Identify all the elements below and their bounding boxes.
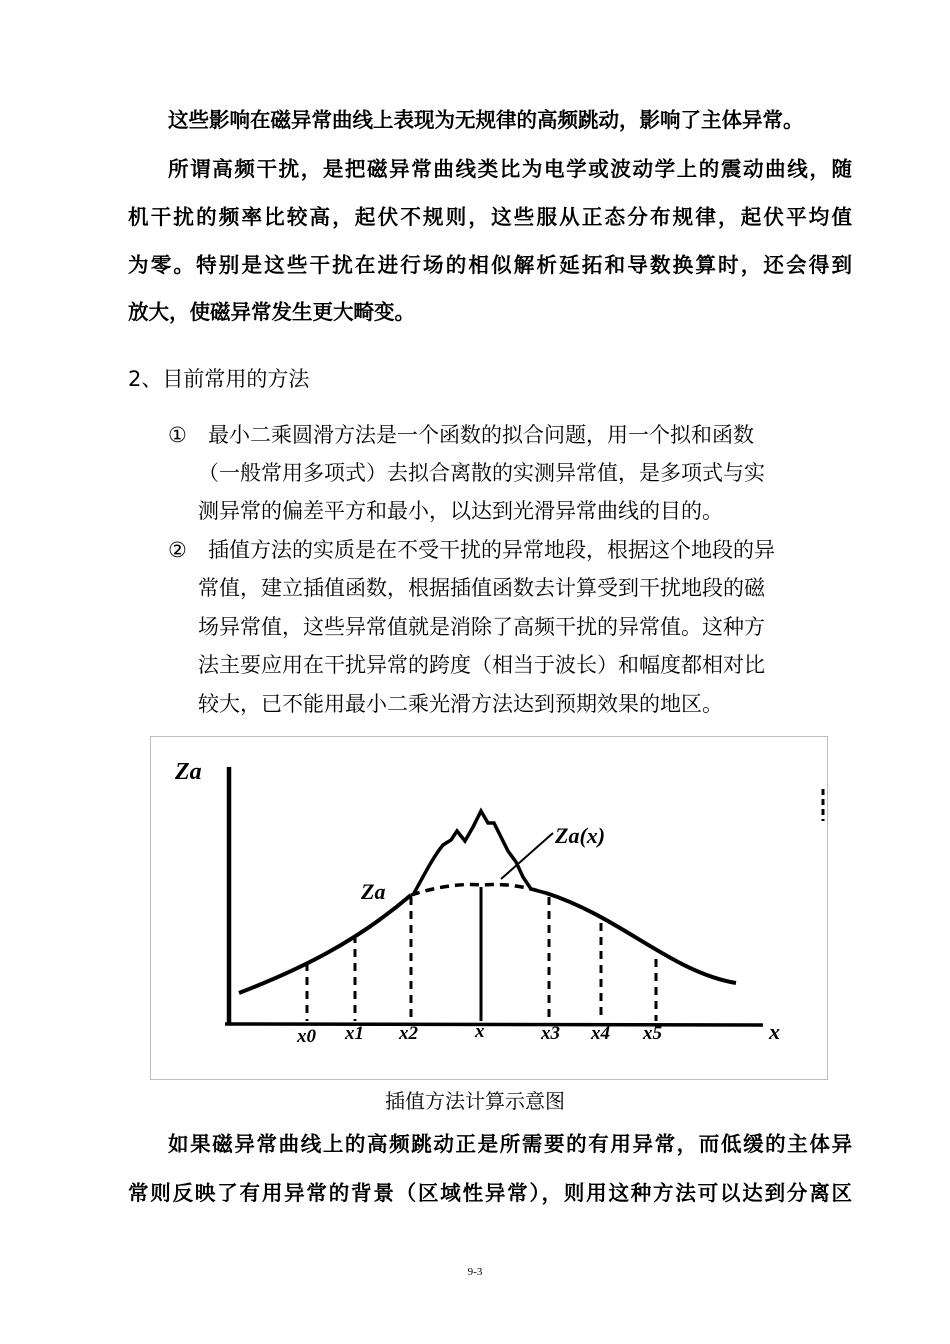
tick-label-x4: x4 [591,1023,610,1044]
interpolation-diagram [151,737,827,1079]
item-1-line-3: 测异常的偏差平方和最小，以达到光滑异常曲线的目的。 [198,499,723,523]
paragraph-1-line-1: 这些影响在磁异常曲线上表现为无规律的高频跳动，影响了主体异常。 [168,108,804,132]
section-heading: 2、目前常用的方法 [128,367,310,391]
item-2-line-3: 场异常值，这些异常值就是消除了高频干扰的异常值。这种方 [198,615,765,639]
item-2-line-2: 常值，建立插值函数，根据插值函数去计算受到干扰地段的磁 [198,576,765,600]
point-label: Za [361,879,386,904]
y-axis-label: Za [175,759,202,785]
paragraph-3-line-2: 常则反映了有用异常的背景（区域性异常），则用这种方法可以达到分离区 [128,1181,852,1205]
item-1-number: ① [168,423,187,447]
tick-label-x1: x1 [345,1023,364,1044]
tick-label-x2: x2 [399,1023,418,1044]
tick-label-x3: x3 [541,1023,560,1044]
dashed-interpolated-curve [411,884,546,895]
page-number: 9-3 [467,1266,483,1278]
paragraph-2-line-2: 机干扰的频率比较高，起伏不规则，这些服从正态分布规律，起伏平均值 [128,205,852,229]
paragraph-2-line-3: 为零。特别是这些干扰在进行场的相似解析延拓和导数换算时，还会得到 [128,253,852,277]
item-2-line-1: 插值方法的实质是在不受干扰的异常地段，根据这个地段的异 [208,538,775,562]
smooth-curve-left [239,895,411,993]
item-2-number: ② [168,538,187,562]
interpolation-figure [150,736,828,1080]
figure-caption: 插值方法计算示意图 [385,1089,565,1113]
smooth-curve-right [546,893,736,983]
paragraph-2-line-1: 所谓高频干扰，是把磁异常曲线类比为电学或波动学上的震动曲线，随 [168,157,852,181]
paragraph-2-line-4: 放大，使磁异常发生更大畸变。 [128,300,415,324]
tick-label-x5: x5 [643,1023,662,1044]
x-axis [225,1024,763,1025]
item-1-line-2: （一般常用多项式）去拟合离散的实测异常值，是多项式与实 [198,461,765,485]
item-1-line-1: 最小二乘圆滑方法是一个函数的拟合问题，用一个拟和函数 [208,423,754,447]
x-axis-label: x [769,1019,780,1044]
curve-label: Za(x) [555,823,606,848]
item-2-line-4: 法主要应用在干扰异常的跨度（相当于波长）和幅度都相对比 [198,653,765,677]
tick-label-x: x [475,1021,485,1042]
item-2-line-5: 较大，已不能用最小二乘光滑方法达到预期效果的地区。 [198,692,723,716]
paragraph-3-line-1: 如果磁异常曲线上的高频跳动正是所需要的有用异常，而低缓的主体异 [168,1132,852,1156]
jagged-anomaly-curve [413,811,546,895]
tick-label-x0: x0 [297,1026,316,1047]
curve-label-pointer [501,833,553,879]
